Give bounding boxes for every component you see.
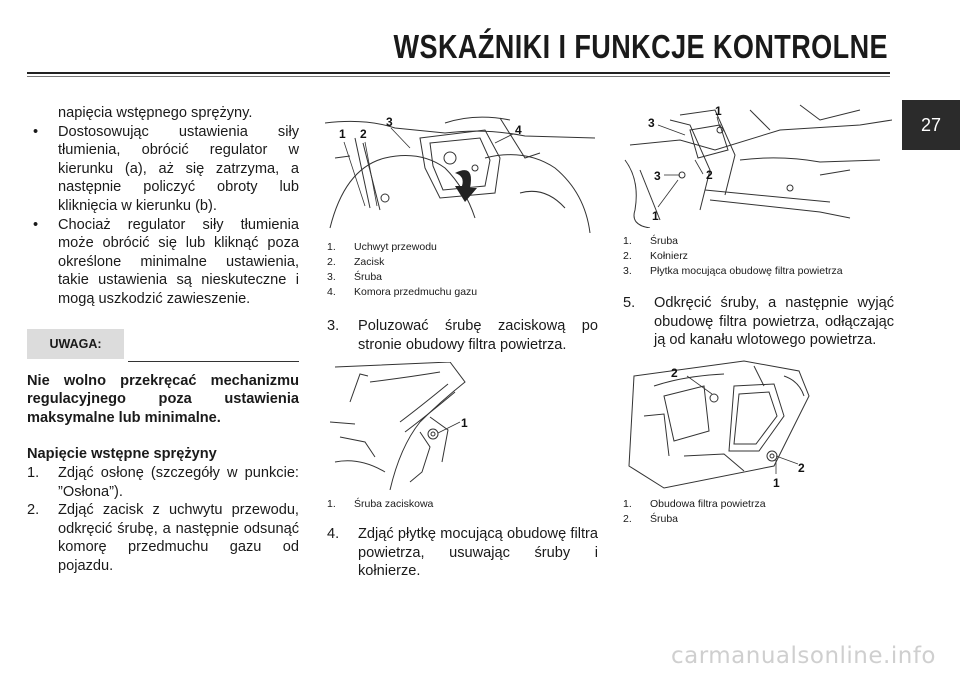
- callout-3: 3: [648, 116, 655, 130]
- step-number: 2.: [27, 502, 40, 519]
- figure-2-illustration: [330, 362, 480, 490]
- bullet-mark: •: [33, 123, 39, 140]
- figure-gas-chamber: [325, 98, 595, 236]
- legend-text: Śruba: [354, 271, 383, 283]
- legend-item: [327, 497, 597, 512]
- callout-1: 1: [461, 416, 468, 430]
- legend-text: Śruba zaciskowa: [354, 498, 434, 510]
- callout-2: 2: [706, 168, 713, 182]
- step-item: [27, 464, 299, 501]
- step-text: Odkręcić śruby, a następnie wyjąć obudowę filtra powietrza, odłączając ją od kanału wlotowego powietrza.: [654, 295, 894, 349]
- notice-header: [27, 329, 299, 363]
- step-5: [623, 294, 894, 350]
- legend-text: Komora przedmuchu gazu: [354, 286, 478, 298]
- figure-1-legend: [327, 240, 597, 300]
- header-rule: [27, 72, 890, 74]
- intro-continuation: napięcia wstępnego sprężyny.: [58, 105, 253, 121]
- legend-item: [327, 270, 597, 285]
- bullet-mark: •: [33, 216, 39, 233]
- step-text: Zdjąć zacisk z uchwytu przewodu, odkręcić śrubę, a następnie odsunąć komorę przedmuchu gazu od pojazdu.: [58, 502, 299, 574]
- legend-item: [623, 249, 893, 264]
- legend-item: [623, 264, 893, 279]
- legend-number: 3.: [327, 271, 336, 283]
- legend-number: 1.: [623, 498, 632, 510]
- legend-number: 1.: [327, 498, 336, 510]
- step-4: [327, 525, 598, 581]
- figure-mounting-plate: [620, 100, 892, 228]
- legend-text: Zacisk: [354, 256, 385, 268]
- step-number: 4.: [327, 526, 340, 542]
- legend-item: [327, 285, 597, 300]
- legend-item: [623, 497, 893, 512]
- page-title: WSKAŹNIKI I FUNKCJE KONTROLNE: [393, 28, 888, 65]
- callout-2: 2: [360, 127, 367, 141]
- legend-item: [327, 240, 597, 255]
- bullet-item: [27, 123, 299, 216]
- figure-4-illustration: [624, 356, 814, 490]
- callout-1: 1: [715, 104, 722, 118]
- callout-2: 2: [798, 461, 805, 475]
- step-number: 3.: [327, 318, 340, 334]
- legend-item: [623, 234, 893, 249]
- watermark: carmanualsonline.info: [670, 643, 936, 669]
- figure-3-illustration: [620, 100, 892, 228]
- callout-3: 3: [386, 115, 393, 129]
- legend-item: [327, 255, 597, 270]
- callout-1: 1: [339, 127, 346, 141]
- step-3: [327, 317, 598, 354]
- step-text: Zdjąć osłonę (szczegóły w punkcie: ”Osłona”).: [58, 464, 299, 500]
- page-number-tab: 27: [902, 100, 960, 150]
- step-item: [27, 501, 299, 575]
- bullet-item: [27, 216, 299, 309]
- legend-text: Uchwyt przewodu: [354, 241, 437, 253]
- callout-1: 1: [773, 476, 780, 490]
- figure-1-illustration: [325, 98, 595, 236]
- legend-text: Kołnierz: [650, 250, 688, 262]
- legend-number: 2.: [327, 256, 336, 268]
- callout-2: 2: [671, 366, 678, 380]
- legend-number: 1.: [327, 241, 336, 253]
- legend-number: 3.: [623, 265, 632, 277]
- legend-text: Śruba: [650, 235, 679, 247]
- callout-3: 3: [654, 169, 661, 183]
- bullet-text: Chociaż regulator siły tłumienia może obrócić się lub kliknąć poza określone minimalne ustawienia, takie ustawienia są nieskuteczne i mogą uszkodzić zawieszenie.: [58, 216, 299, 307]
- callout-1: 1: [652, 209, 659, 223]
- step-number: 5.: [623, 295, 636, 311]
- figure-air-filter-housing: [624, 356, 814, 490]
- figure-clamp-screw: [330, 362, 480, 490]
- legend-text: Płytka mocująca obudowę filtra powietrza: [650, 265, 843, 277]
- legend-text: Obudowa filtra powietrza: [650, 498, 766, 510]
- header-rule-thin: [27, 76, 890, 77]
- notice-rule: [128, 361, 299, 362]
- step-text: Poluzować śrubę zaciskową po stronie obudowy filtra powietrza.: [358, 318, 598, 353]
- notice-text: Nie wolno przekręcać mechanizmu regulacyjnego poza ustawienia maksymalne lub minimalne.: [27, 372, 299, 426]
- column-left: [27, 104, 299, 575]
- section-heading: Napięcie wstępne sprężyny: [27, 446, 217, 463]
- figure-2-legend: [327, 497, 597, 512]
- legend-number: 1.: [623, 235, 632, 247]
- step-text: Zdjąć płytkę mocującą obudowę filtra powietrza, usuwając śruby i kołnierze.: [358, 526, 598, 580]
- legend-number: 2.: [623, 513, 632, 525]
- legend-text: Śruba: [650, 513, 679, 525]
- notice-label: UWAGA:: [27, 329, 124, 359]
- step-number: 1.: [27, 464, 40, 481]
- bullet-text: Dostosowując ustawienia siły tłumienia, obrócić regulator w kierunku (a), aż się zatrzyma, a następnie policzyć obroty lub kliknięcia w kierunku (b).: [58, 123, 299, 214]
- legend-number: 2.: [623, 250, 632, 262]
- figure-4-legend: [623, 497, 893, 527]
- callout-4: 4: [515, 123, 522, 137]
- figure-3-legend: [623, 234, 893, 279]
- legend-item: [623, 512, 893, 527]
- legend-number: 4.: [327, 286, 336, 298]
